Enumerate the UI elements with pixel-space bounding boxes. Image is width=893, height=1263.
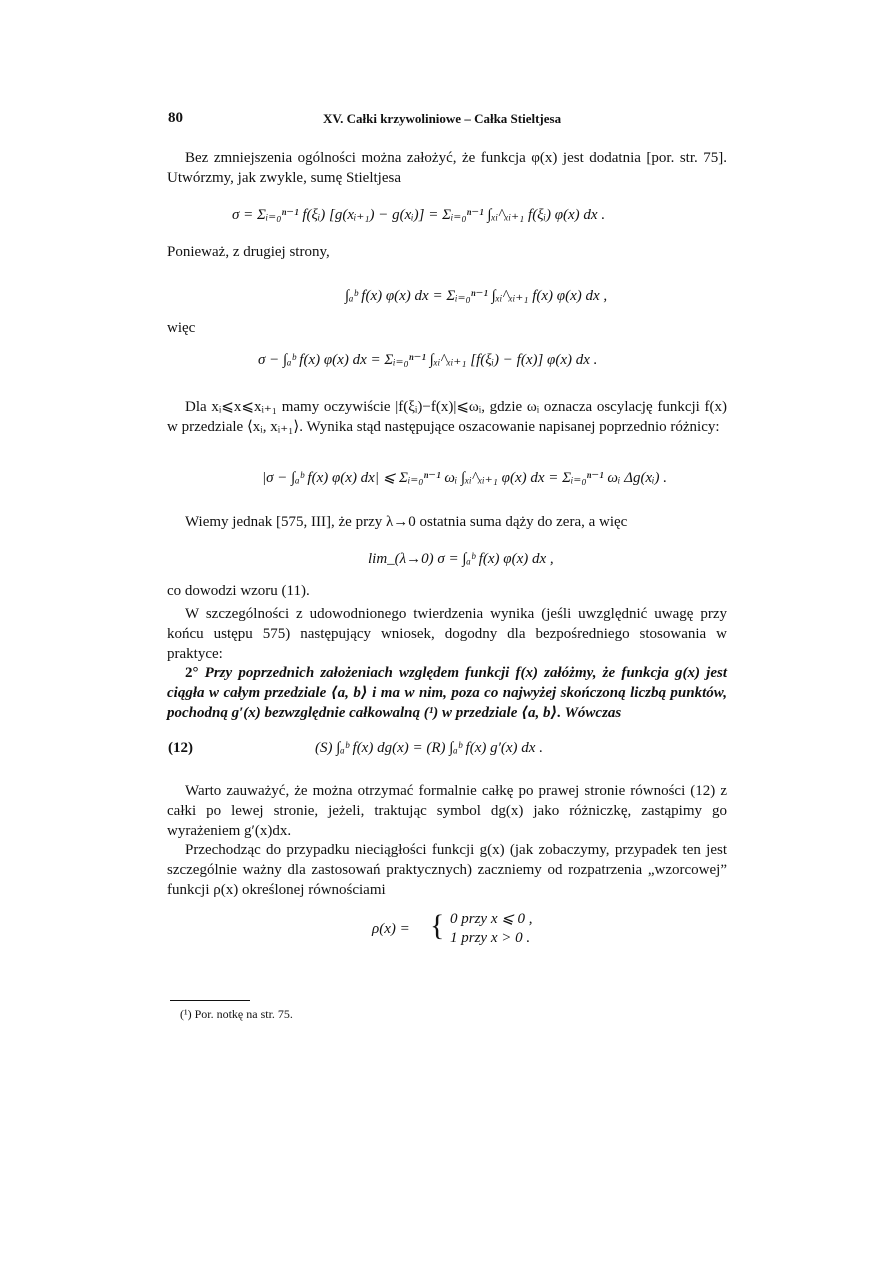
theorem-number: 2°	[185, 665, 199, 681]
paragraph-5: Wiemy jednak [575, III], że przy λ→0 ostatnia suma dąży do zera, a więc	[185, 514, 628, 530]
paragraph-10: Przechodząc do przypadku nieciągłości funkcji g(x) (jak zobaczymy, przypadek ten jest szczególnie ważny dla zastosowań praktycznych) zaczniemy od rozpatrzenia „wzorcowej” funkcji ρ(x) określonej równościami	[167, 842, 727, 898]
paragraph-6: co dowodzi wzoru (11).	[167, 583, 310, 599]
equation-stieltjes-sum: σ = Σᵢ₌₀ⁿ⁻¹ f(ξᵢ) [g(xᵢ₊₁) − g(xᵢ)] = Σᵢ₌₀ⁿ⁻¹ ∫ₓᵢ^ₓᵢ₊₁ f(ξᵢ) φ(x) dx .	[232, 207, 606, 223]
paragraph-9: Warto zauważyć, że można otrzymać formalnie całkę po prawej stronie równości (12) z całki po lewej stronie, jeżeli, traktując symbol dg(x) jako różniczkę, zastąpimy go wyrażeniem g′(x)dx.	[167, 783, 727, 839]
brace-icon: {	[430, 909, 445, 942]
paragraph-1: Bez zmniejszenia ogólności można założyć, że funkcja φ(x) jest dodatnia [por. str. 75]. Utwórzmy, jak zwykle, sumę Stieltjesa	[167, 150, 727, 186]
footnote-divider	[170, 1000, 250, 1001]
equation-difference: σ − ∫ₐᵇ f(x) φ(x) dx = Σᵢ₌₀ⁿ⁻¹ ∫ₓᵢ^ₓᵢ₊₁ [f(ξᵢ) − f(x)] φ(x) dx .	[258, 352, 598, 368]
paragraph-7: W szczególności z udowodnionego twierdzenia wynika (jeśli uwzględnić uwagę przy końcu ustępu 575) następujący wniosek, dogodny dla bezpośredniego stosowania w praktyce:	[167, 606, 727, 662]
paragraph-2: Ponieważ, z drugiej strony,	[167, 244, 330, 260]
running-title: XV. Całki krzywoliniowe – Całka Stieltjesa	[323, 111, 562, 126]
page-number: 80	[168, 110, 183, 126]
equation-12: (S) ∫ₐᵇ f(x) dg(x) = (R) ∫ₐᵇ f(x) g′(x) dx .	[315, 740, 543, 756]
theorem-text: Przy poprzednich założeniach względem funkcji f(x) załóżmy, że funkcja g(x) jest ciągła w całym przedziale ⟨a, b⟩ i ma w nim, poza co najwyżej skończoną liczbą punktów, pochodną g′(x) bezwzględnie całkowalną (¹) w przedziale ⟨a, b⟩. Wówczas	[167, 665, 727, 721]
equation-number-12: (12)	[168, 740, 193, 756]
equation-estimate: |σ − ∫ₐᵇ f(x) φ(x) dx| ⩽ Σᵢ₌₀ⁿ⁻¹ ωᵢ ∫ₓᵢ^ₓᵢ₊₁ φ(x) dx = Σᵢ₌₀ⁿ⁻¹ ωᵢ Δg(xᵢ) .	[262, 470, 667, 486]
paragraph-4: Dla xᵢ⩽x⩽xᵢ₊₁ mamy oczywiście |f(ξᵢ)−f(x)|⩽ωᵢ, gdzie ωᵢ oznacza oscylację funkcji f(x) w przedziale ⟨xᵢ, xᵢ₊₁⟩. Wynika stąd następujące oszacowanie napisanej poprzednio różnicy:	[167, 399, 727, 435]
equation-rho-lhs: ρ(x) =	[372, 921, 410, 937]
equation-rho-row-2: 1 przy x > 0 .	[450, 930, 531, 946]
equation-integral-split: ∫ₐᵇ f(x) φ(x) dx = Σᵢ₌₀ⁿ⁻¹ ∫ₓᵢ^ₓᵢ₊₁ f(x) φ(x) dx ,	[345, 288, 608, 304]
equation-limit: lim_(λ→0) σ = ∫ₐᵇ f(x) φ(x) dx ,	[368, 551, 554, 567]
footnote: (¹) Por. notkę na str. 75.	[180, 1007, 293, 1021]
paragraph-theorem-2	[167, 663, 727, 723]
paragraph-3: więc	[167, 320, 196, 336]
equation-rho-row-1: 0 przy x ⩽ 0 ,	[450, 911, 533, 927]
